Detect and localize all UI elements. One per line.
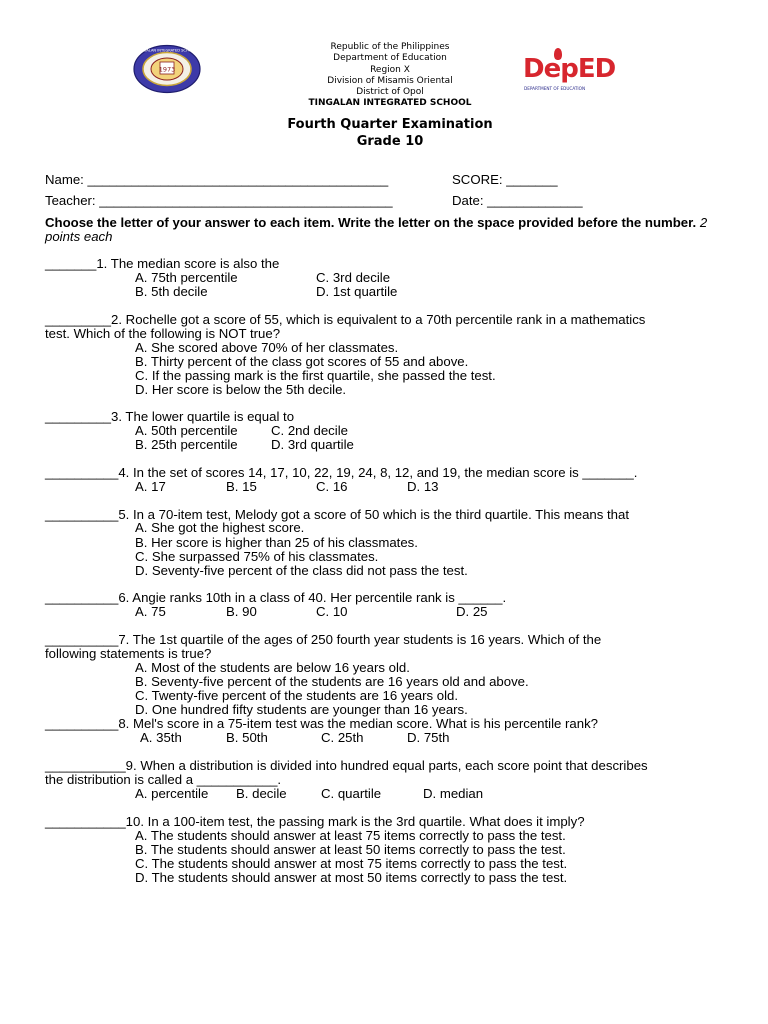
q9-option-c: C. quartile [321, 786, 382, 801]
seal-text: TINGALAN INTEGRATED SCHOOL [137, 48, 197, 53]
q9-stem-line1: ___________9. When a distribution is divided into hundred equal parts, each score point that describes [45, 758, 648, 773]
teacher-field: Teacher: ________________________________________ [45, 193, 393, 208]
school-name: TINGALAN INTEGRATED SCHOOL [308, 98, 472, 109]
q1-option-a: A. 75th percentile [135, 270, 238, 285]
q8-option-c: C. 25th [321, 730, 364, 745]
exam-title: Fourth Quarter Examination [287, 117, 493, 132]
q10-option-c: C. The students should answer at most 75 items correctly to pass the test. [135, 856, 568, 871]
header-block [230, 42, 550, 110]
instructions [45, 216, 735, 244]
seal-year: 1973 [158, 65, 176, 74]
header-line-3: Region X [370, 64, 410, 75]
q9-stem-line2: the distribution is called a ___________. [45, 772, 282, 787]
q8-stem: __________8. Mel's score in a 75-item test was the median score. What is his percentile rank? [45, 716, 599, 731]
q2-option-a: A. She scored above 70% of her classmates. [135, 340, 399, 355]
q4-option-a: A. 17 [135, 479, 166, 494]
q6-option-b: B. 90 [226, 604, 257, 619]
q3-option-a: A. 50th percentile [135, 423, 238, 438]
q8-option-a: A. 35th [140, 730, 182, 745]
instructions-text: Choose the letter of your answer to each item. Write the letter on the space provided before the number. [45, 215, 697, 230]
q1-option-b: B. 5th decile [135, 284, 208, 299]
q7-stem-line2: following statements is true? [45, 646, 212, 661]
header-line-5: District of Opol [356, 87, 424, 98]
q5-option-a: A. She got the highest score. [135, 520, 305, 535]
q3-option-d: D. 3rd quartile [271, 437, 354, 452]
name-field: Name: _________________________________________ [45, 172, 389, 187]
q3-option-b: B. 25th percentile [135, 437, 238, 452]
q8-option-b: B. 50th [226, 730, 268, 745]
q1-stem: _______1. The median score is also the [45, 256, 280, 271]
q4-option-c: C. 16 [316, 479, 348, 494]
points-note: 2 points each [45, 215, 708, 245]
q7-option-b: B. Seventy-five percent of the students are 16 years old and above. [135, 674, 529, 689]
q2-option-d: D. Her score is below the 5th decile. [135, 382, 347, 397]
q2-stem-line2: test. Which of the following is NOT true? [45, 326, 281, 341]
q8-option-d: D. 75th [407, 730, 450, 745]
q6-option-a: A. 75 [135, 604, 166, 619]
q9-option-a: A. percentile [135, 786, 209, 801]
q1-option-d: D. 1st quartile [316, 284, 398, 299]
q9-option-b: B. decile [236, 786, 287, 801]
logo-text: DepED [523, 54, 616, 84]
date-field: Date: _____________ [452, 193, 583, 208]
q6-option-c: C. 10 [316, 604, 348, 619]
q5-option-c: C. She surpassed 75% of his classmates. [135, 549, 379, 564]
header-line-2: Department of Education [333, 53, 447, 64]
q10-option-a: A. The students should answer at least 75 items correctly to pass the test. [135, 828, 566, 843]
q7-option-d: D. One hundred fifty students are younger than 16 years. [135, 702, 468, 717]
q10-option-b: B. The students should answer at least 50 items correctly to pass the test. [135, 842, 566, 857]
q2-option-b: B. Thirty percent of the class got scores of 55 and above. [135, 354, 469, 369]
score-field: SCORE: _______ [452, 172, 558, 187]
q2-stem-line1: _________2. Rochelle got a score of 55, which is equivalent to a 70th percentile rank in a mathematics [45, 312, 646, 327]
q6-option-d: D. 25 [456, 604, 488, 619]
q4-stem: __________4. In the set of scores 14, 17, 10, 22, 19, 24, 8, 12, and 19, the median score is _______. [45, 465, 638, 480]
q10-option-d: D. The students should answer at most 50 items correctly to pass the test. [135, 870, 568, 885]
q4-option-b: B. 15 [226, 479, 257, 494]
q3-stem: _________3. The lower quartile is equal to [45, 409, 295, 424]
q10-stem: ___________10. In a 100-item test, the passing mark is the 3rd quartile. What does it imply? [45, 814, 585, 829]
q7-stem-line1: __________7. The 1st quartile of the ages of 250 fourth year students is 16 years. Which of the [45, 632, 602, 647]
q7-option-c: C. Twenty-five percent of the students are 16 years old. [135, 688, 459, 703]
logo-subtext: DEPARTMENT OF EDUCATION [524, 86, 586, 91]
q4-option-d: D. 13 [407, 479, 439, 494]
q1-option-c: C. 3rd decile [316, 270, 391, 285]
q5-stem: __________5. In a 70-item test, Melody got a score of 50 which is the third quartile. This means that [45, 507, 630, 522]
header-line-4: Division of Misamis Oriental [327, 75, 453, 86]
q7-option-a: A. Most of the students are below 16 years old. [135, 660, 410, 675]
q3-option-c: C. 2nd decile [271, 423, 348, 438]
q6-stem: __________6. Angie ranks 10th in a class of 40. Her percentile rank is ______. [45, 590, 507, 605]
q5-option-d: D. Seventy-five percent of the class did not pass the test. [135, 563, 468, 578]
q5-option-b: B. Her score is higher than 25 of his classmates. [135, 535, 418, 550]
school-seal [132, 44, 202, 94]
q2-option-c: C. If the passing mark is the first quartile, she passed the test. [135, 368, 496, 383]
header-line-1: Republic of the Philippines [330, 42, 450, 52]
q9-option-d: D. median [423, 786, 484, 801]
grade-label: Grade 10 [356, 134, 424, 149]
